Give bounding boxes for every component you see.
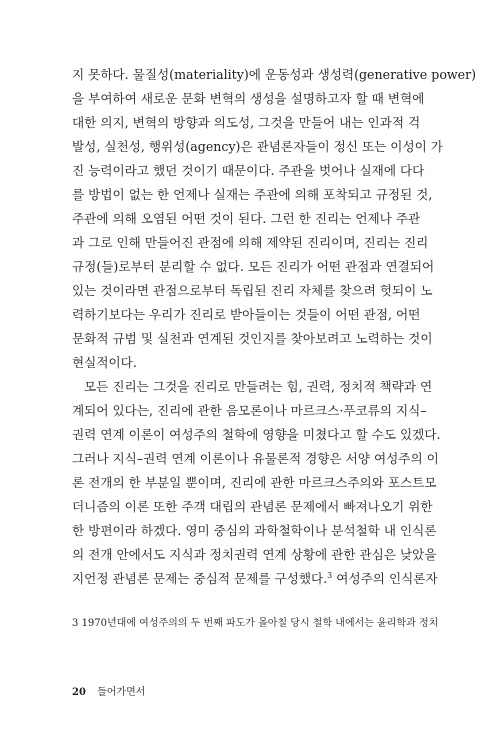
text-line: 주관에 의해 오염된 어떤 것이 된다. 그런 한 진리는 언제나 주관 [72,211,421,226]
text-line: 을 부여하여 새로운 문화 변혁의 생성을 설명하고자 할 때 변혁에 [72,91,425,106]
text-line: 력하기보다는 우리가 진리로 받아들이는 것들이 어떤 관점, 어떤 [72,307,421,322]
text-line: 를 방법이 없는 한 언제나 실재는 주관에 의해 포착되고 규정된 것, [72,187,433,202]
text-line: 더니즘의 이론 또한 주객 대립의 관념론 문제에서 빠져나오기 위한 [72,499,433,514]
text-line: 권력 연계 이론이 여성주의 철학에 영향을 미쳤다고 할 수도 있겠다. [72,427,441,442]
footnote [72,617,439,631]
section-title: 들어가면서 [97,687,146,698]
text-segment: 지언정 관념론 문제는 중심적 문제를 구성했다. [72,571,328,586]
page-footer [72,686,145,700]
text-line: 발성, 실천성, 행위성(agency)은 관념론자들이 정신 또는 이성이 가 [72,139,443,154]
paragraph-first-line: 모든 진리는 그것을 진리로 만들려는 힘, 권력, 정치적 책략과 연 [84,379,433,394]
text-line: 계되어 있다는, 진리에 관한 음모론이나 마르크스·푸코류의 지식– [72,403,427,418]
text-line: 진 능력이라고 했던 것이기 때문이다. 주관을 벗어나 실재에 다다 [72,163,425,178]
text-line: 과 그로 인해 만들어진 관점에 의해 제약된 진리이며, 진리는 진리 [72,235,429,250]
text-line: 문화적 규범 및 실천과 연계된 것인지를 찾아보려고 노력하는 것이 [72,331,433,346]
text-segment: 여성주의 인식론자 [336,571,438,586]
text-line: 규정(들)로부터 분리할 수 없다. 모든 진리가 어떤 관점과 연결되어 [72,259,435,274]
text-line: 의 전개 안에서도 지식과 정치권력 연계 상황에 관한 관심은 낮았을 [72,547,437,562]
text-line: 론 전개의 한 부분일 뿐이며, 진리에 관한 마르크스주의와 포스트모 [72,475,437,490]
text-line: 대한 의지, 변혁의 방향과 의도성, 그것을 만들어 내는 인과적 걱 [72,115,421,130]
footnote-reference: 3 [327,570,333,580]
footnote-number: 3 [72,618,79,629]
footnote-text: 1970년대에 여성주의의 두 번째 파도가 몰아칠 당시 철학 내에서는 윤리학과 정치 [81,618,439,629]
page-number: 20 [72,687,86,698]
text-line-with-footnote [72,570,438,588]
text-line: 현실적이다. [72,355,137,370]
text-line: 있는 것이라면 관점으로부터 독립된 진리 자체를 찾으려 헛되이 노 [72,283,433,298]
text-line: 한 방편이라 하겠다. 영미 중심의 과학철학이나 분석철학 내 인식론 [72,523,437,538]
text-line: 지 못하다. 물질성(materiality)에 운동성과 생성력(generative power) [72,67,477,82]
text-line: 그러나 지식–권력 연계 이론이나 유물론적 경향은 서양 여성주의 이 [72,451,439,466]
